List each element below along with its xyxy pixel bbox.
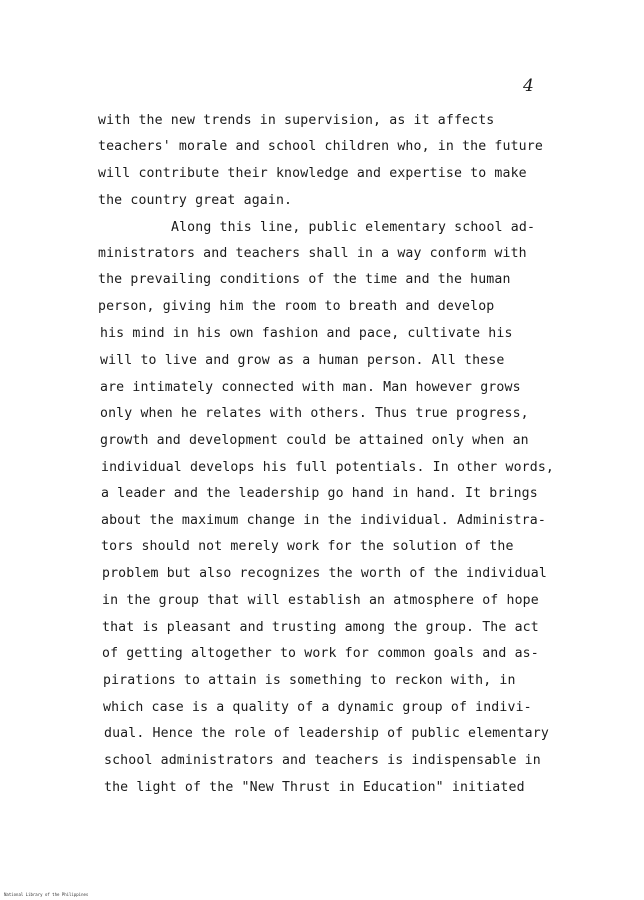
text-line: pirations to attain is something to reckon with, in — [103, 673, 516, 688]
page-number: 4 — [523, 76, 534, 96]
text-line: which case is a quality of a dynamic group of indivi- — [103, 700, 532, 715]
text-line: that is pleasant and trusting among the group. The act — [102, 620, 539, 635]
text-line: tors should not merely work for the solution of the — [101, 539, 514, 554]
text-line: are intimately connected with man. Man however grows — [100, 380, 521, 395]
text-line: in the group that will establish an atmosphere of hope — [102, 593, 539, 608]
text-line: only when he relates with others. Thus true progress, — [100, 406, 529, 421]
text-line: will to live and grow as a human person. All these — [100, 353, 505, 368]
text-line: problem but also recognizes the worth of the individual — [102, 566, 547, 581]
text-line: about the maximum change in the individual. Administra- — [101, 513, 546, 528]
text-line: a leader and the leadership go hand in hand. It brings — [101, 486, 538, 501]
text-line: school administrators and teachers is indispensable in — [104, 753, 541, 768]
text-line: will contribute their knowledge and expertise to make — [98, 166, 527, 181]
text-line: dual. Hence the role of leadership of public elementary — [104, 726, 549, 741]
text-line: his mind in his own fashion and pace, cultivate his — [100, 326, 513, 341]
text-line: person, giving him the room to breath and develop — [98, 299, 495, 314]
text-line: the prevailing conditions of the time and the human — [98, 272, 511, 287]
text-line: the country great again. — [98, 193, 293, 208]
text-line: growth and development could be attained only when an — [100, 433, 529, 448]
text-line: ministrators and teachers shall in a way conform with — [98, 246, 527, 261]
text-line: with the new trends in supervision, as it affects — [98, 113, 495, 128]
footer-text: National Library of the Philippines — [4, 892, 89, 897]
text-line: of getting altogether to work for common goals and as- — [102, 646, 539, 661]
text-line: teachers' morale and school children who, in the future — [98, 139, 543, 154]
text-line: the light of the "New Thrust in Education" initiated — [104, 780, 525, 795]
text-line: Along this line, public elementary school ad- — [171, 220, 536, 235]
text-line: individual develops his full potentials. In other words, — [101, 460, 555, 475]
